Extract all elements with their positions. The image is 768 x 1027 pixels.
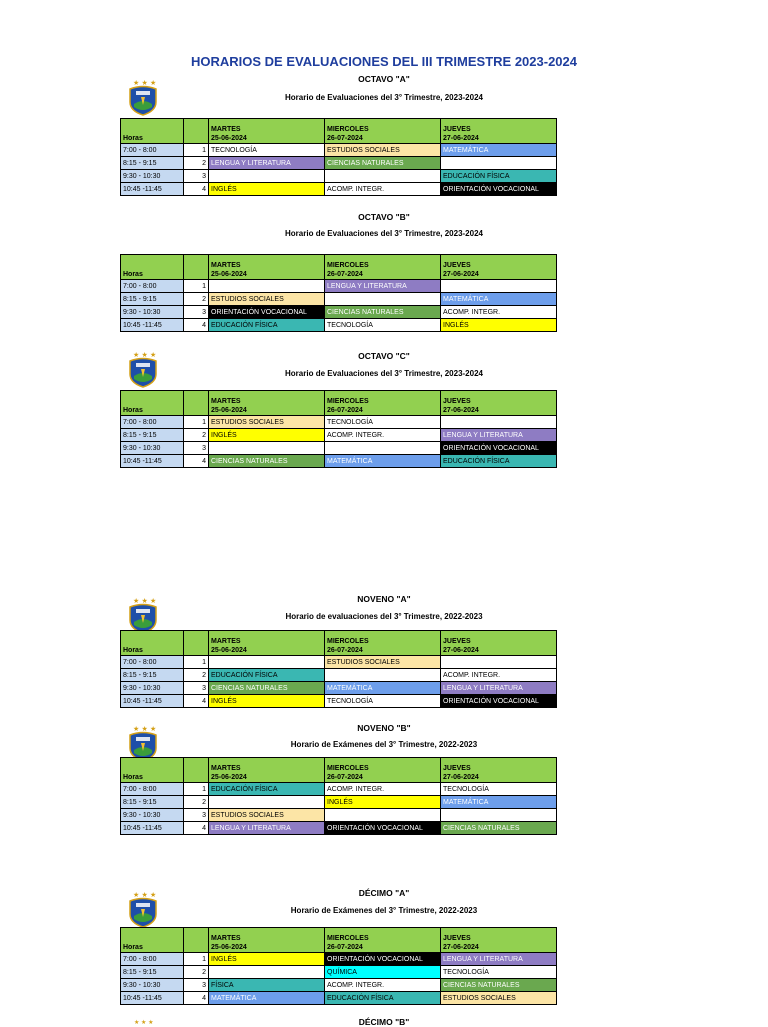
time-cell: 10:45 -11:45 bbox=[121, 822, 184, 835]
subject-cell: EDUCACIÓN FÍSICA bbox=[441, 455, 557, 468]
time-cell: 8:15 - 9:15 bbox=[121, 796, 184, 809]
subject-cell: ESTUDIOS SOCIALES bbox=[209, 809, 325, 822]
subject-cell: CIENCIAS NATURALES bbox=[441, 822, 557, 835]
period-number: 2 bbox=[184, 157, 209, 170]
svg-text:★ ★ ★: ★ ★ ★ bbox=[133, 891, 157, 899]
period-number: 3 bbox=[184, 442, 209, 455]
schedule-table bbox=[120, 927, 557, 1005]
day-name: MARTES bbox=[211, 638, 241, 645]
subject-cell: LENGUA Y LITERATURA bbox=[325, 280, 441, 293]
time-cell: 8:15 - 9:15 bbox=[121, 293, 184, 306]
header-day bbox=[209, 631, 325, 656]
table-row bbox=[121, 809, 557, 822]
header-horas: Horas bbox=[121, 255, 184, 280]
time-cell: 7:00 - 8:00 bbox=[121, 953, 184, 966]
course-title: OCTAVO "C" bbox=[358, 351, 410, 361]
table-header-row bbox=[121, 119, 557, 144]
day-date: 26-07-2024 bbox=[327, 646, 363, 654]
course-title: OCTAVO "B" bbox=[358, 212, 410, 222]
table-row bbox=[121, 319, 557, 332]
subject-cell bbox=[441, 280, 557, 293]
subject-cell: LENGUA Y LITERATURA bbox=[209, 822, 325, 835]
time-cell: 9:30 - 10:30 bbox=[121, 170, 184, 183]
course-title: NOVENO "B" bbox=[357, 723, 411, 733]
header-day bbox=[441, 255, 557, 280]
subject-cell: ACOMP. INTEGR. bbox=[325, 429, 441, 442]
subject-cell: MATEMÁTICA bbox=[325, 682, 441, 695]
header-blank bbox=[184, 391, 209, 416]
period-number: 4 bbox=[184, 319, 209, 332]
day-name: MIERCOLES bbox=[327, 126, 369, 133]
subject-cell: ACOMP. INTEGR. bbox=[325, 783, 441, 796]
time-cell: 7:00 - 8:00 bbox=[121, 144, 184, 157]
school-crest-icon bbox=[126, 1018, 160, 1026]
day-date: 27-06-2024 bbox=[443, 270, 479, 278]
subject-cell: CIENCIAS NATURALES bbox=[209, 682, 325, 695]
day-date: 26-07-2024 bbox=[327, 943, 363, 951]
table-row bbox=[121, 442, 557, 455]
period-number: 3 bbox=[184, 979, 209, 992]
header-day bbox=[325, 255, 441, 280]
subject-cell: LENGUA Y LITERATURA bbox=[441, 682, 557, 695]
period-number: 3 bbox=[184, 809, 209, 822]
table-row bbox=[121, 669, 557, 682]
subject-cell bbox=[209, 656, 325, 669]
school-crest-icon bbox=[126, 890, 160, 928]
subject-cell bbox=[325, 669, 441, 682]
period-number: 2 bbox=[184, 429, 209, 442]
table-row bbox=[121, 306, 557, 319]
schedule-subtitle: Horario de Evaluaciones del 3° Trimestre, 2023-2024 bbox=[285, 229, 483, 238]
day-date: 25-06-2024 bbox=[211, 406, 247, 414]
day-name: JUEVES bbox=[443, 398, 471, 405]
period-number: 4 bbox=[184, 455, 209, 468]
time-cell: 8:15 - 9:15 bbox=[121, 669, 184, 682]
header-day bbox=[441, 758, 557, 783]
subject-cell: INGLÉS bbox=[209, 183, 325, 196]
svg-text:★ ★ ★: ★ ★ ★ bbox=[134, 1020, 154, 1026]
time-cell: 8:15 - 9:15 bbox=[121, 966, 184, 979]
time-cell: 10:45 -11:45 bbox=[121, 992, 184, 1005]
header-horas: Horas bbox=[121, 391, 184, 416]
school-crest-icon bbox=[126, 78, 160, 116]
day-name: JUEVES bbox=[443, 935, 471, 942]
header-horas: Horas bbox=[121, 928, 184, 953]
subject-cell: QUÍMICA bbox=[325, 966, 441, 979]
subject-cell: ESTUDIOS SOCIALES bbox=[325, 144, 441, 157]
subject-cell: TECNOLOGÍA bbox=[441, 783, 557, 796]
day-name: MARTES bbox=[211, 765, 241, 772]
period-number: 1 bbox=[184, 656, 209, 669]
table-row bbox=[121, 656, 557, 669]
time-cell: 8:15 - 9:15 bbox=[121, 429, 184, 442]
day-name: JUEVES bbox=[443, 262, 471, 269]
time-cell: 10:45 -11:45 bbox=[121, 319, 184, 332]
period-number: 4 bbox=[184, 183, 209, 196]
subject-cell: ACOMP. INTEGR. bbox=[325, 979, 441, 992]
subject-cell: TECNOLOGÍA bbox=[325, 319, 441, 332]
subject-cell: INGLÉS bbox=[209, 953, 325, 966]
day-name: MIERCOLES bbox=[327, 262, 369, 269]
period-number: 1 bbox=[184, 783, 209, 796]
time-cell: 8:15 - 9:15 bbox=[121, 157, 184, 170]
table-header-row bbox=[121, 255, 557, 280]
header-day bbox=[325, 119, 441, 144]
day-date: 26-07-2024 bbox=[327, 270, 363, 278]
table-row bbox=[121, 992, 557, 1005]
subject-cell bbox=[209, 966, 325, 979]
time-cell: 7:00 - 8:00 bbox=[121, 280, 184, 293]
table-row bbox=[121, 966, 557, 979]
header-horas: Horas bbox=[121, 119, 184, 144]
day-name: JUEVES bbox=[443, 765, 471, 772]
period-number: 3 bbox=[184, 170, 209, 183]
schedule-subtitle: Horario de Exámenes del 3° Trimestre, 2022-2023 bbox=[290, 740, 478, 749]
subject-cell: ORIENTACIÓN VOCACIONAL bbox=[441, 442, 557, 455]
subject-cell: INGLÉS bbox=[209, 695, 325, 708]
course-title: DÉCIMO "A" bbox=[358, 888, 410, 898]
header-day bbox=[209, 255, 325, 280]
subject-cell: ORIENTACIÓN VOCACIONAL bbox=[209, 306, 325, 319]
period-number: 3 bbox=[184, 682, 209, 695]
table-row bbox=[121, 416, 557, 429]
schedule-table bbox=[120, 630, 557, 708]
subject-cell: EDUCACIÓN FÍSICA bbox=[209, 669, 325, 682]
subject-cell: ESTUDIOS SOCIALES bbox=[209, 293, 325, 306]
header-day bbox=[441, 928, 557, 953]
day-name: MIERCOLES bbox=[327, 935, 369, 942]
subject-cell: MATEMÁTICA bbox=[441, 293, 557, 306]
school-crest-icon bbox=[126, 350, 160, 388]
time-cell: 9:30 - 10:30 bbox=[121, 809, 184, 822]
day-date: 25-06-2024 bbox=[211, 773, 247, 781]
subject-cell: INGLÉS bbox=[441, 319, 557, 332]
table-header-row bbox=[121, 391, 557, 416]
subject-cell: MATEMÁTICA bbox=[441, 796, 557, 809]
header-blank bbox=[184, 758, 209, 783]
subject-cell bbox=[441, 809, 557, 822]
svg-text:★ ★ ★: ★ ★ ★ bbox=[133, 597, 157, 605]
header-day bbox=[325, 391, 441, 416]
subject-cell: TECNOLOGÍA bbox=[325, 416, 441, 429]
svg-text:★ ★ ★: ★ ★ ★ bbox=[133, 725, 157, 733]
time-cell: 10:45 -11:45 bbox=[121, 183, 184, 196]
time-cell: 7:00 - 8:00 bbox=[121, 416, 184, 429]
subject-cell: INGLÉS bbox=[325, 796, 441, 809]
course-title: OCTAVO "A" bbox=[358, 74, 410, 84]
subject-cell: CIENCIAS NATURALES bbox=[209, 455, 325, 468]
subject-cell: ACOMP. INTEGR. bbox=[441, 669, 557, 682]
time-cell: 10:45 -11:45 bbox=[121, 455, 184, 468]
subject-cell: EDUCACIÓN FÍSICA bbox=[325, 992, 441, 1005]
subject-cell: ORIENTACIÓN VOCACIONAL bbox=[325, 953, 441, 966]
day-date: 27-06-2024 bbox=[443, 646, 479, 654]
subject-cell bbox=[441, 656, 557, 669]
day-name: MARTES bbox=[211, 126, 241, 133]
table-row bbox=[121, 170, 557, 183]
subject-cell bbox=[441, 416, 557, 429]
table-row bbox=[121, 822, 557, 835]
period-number: 4 bbox=[184, 695, 209, 708]
header-blank bbox=[184, 119, 209, 144]
course-title: NOVENO "A" bbox=[357, 594, 411, 604]
header-day bbox=[209, 119, 325, 144]
subject-cell: MATEMÁTICA bbox=[441, 144, 557, 157]
day-date: 25-06-2024 bbox=[211, 943, 247, 951]
header-day bbox=[441, 391, 557, 416]
subject-cell: LENGUA Y LITERATURA bbox=[441, 429, 557, 442]
header-day bbox=[209, 758, 325, 783]
day-date: 26-07-2024 bbox=[327, 406, 363, 414]
time-cell: 7:00 - 8:00 bbox=[121, 783, 184, 796]
table-row bbox=[121, 429, 557, 442]
subject-cell: MATEMÁTICA bbox=[209, 992, 325, 1005]
day-name: MARTES bbox=[211, 262, 241, 269]
header-day bbox=[209, 928, 325, 953]
subject-cell bbox=[209, 170, 325, 183]
subject-cell: ORIENTACIÓN VOCACIONAL bbox=[325, 822, 441, 835]
table-row bbox=[121, 796, 557, 809]
header-day bbox=[441, 119, 557, 144]
table-row bbox=[121, 293, 557, 306]
table-row bbox=[121, 682, 557, 695]
period-number: 3 bbox=[184, 306, 209, 319]
table-header-row bbox=[121, 928, 557, 953]
subject-cell bbox=[209, 280, 325, 293]
day-name: MARTES bbox=[211, 935, 241, 942]
day-date: 25-06-2024 bbox=[211, 270, 247, 278]
day-date: 25-06-2024 bbox=[211, 134, 247, 142]
schedule-table bbox=[120, 118, 557, 196]
subject-cell: ORIENTACIÓN VOCACIONAL bbox=[441, 183, 557, 196]
day-name: MIERCOLES bbox=[327, 638, 369, 645]
day-name: MIERCOLES bbox=[327, 398, 369, 405]
period-number: 1 bbox=[184, 416, 209, 429]
day-name: JUEVES bbox=[443, 638, 471, 645]
day-date: 27-06-2024 bbox=[443, 134, 479, 142]
period-number: 2 bbox=[184, 796, 209, 809]
day-date: 27-06-2024 bbox=[443, 406, 479, 414]
svg-text:★ ★ ★: ★ ★ ★ bbox=[133, 351, 157, 359]
table-row bbox=[121, 157, 557, 170]
table-row bbox=[121, 280, 557, 293]
subject-cell: FÍSICA bbox=[209, 979, 325, 992]
svg-text:★ ★ ★: ★ ★ ★ bbox=[133, 79, 157, 87]
time-cell: 9:30 - 10:30 bbox=[121, 979, 184, 992]
day-date: 27-06-2024 bbox=[443, 773, 479, 781]
subject-cell: TECNOLOGÍA bbox=[325, 695, 441, 708]
subject-cell: ESTUDIOS SOCIALES bbox=[325, 656, 441, 669]
subject-cell: MATEMÁTICA bbox=[325, 455, 441, 468]
subject-cell bbox=[325, 442, 441, 455]
header-horas: Horas bbox=[121, 631, 184, 656]
school-crest-icon bbox=[126, 596, 160, 634]
subject-cell: TECNOLOGÍA bbox=[209, 144, 325, 157]
day-date: 26-07-2024 bbox=[327, 134, 363, 142]
header-horas: Horas bbox=[121, 758, 184, 783]
header-day bbox=[325, 631, 441, 656]
page-title: HORARIOS DE EVALUACIONES DEL III TRIMESTRE 2023-2024 bbox=[191, 54, 577, 69]
day-date: 25-06-2024 bbox=[211, 646, 247, 654]
subject-cell: INGLÉS bbox=[209, 429, 325, 442]
header-day bbox=[209, 391, 325, 416]
subject-cell bbox=[325, 809, 441, 822]
schedule-subtitle: Horario de Exámenes del 3° Trimestre, 2022-2023 bbox=[290, 906, 478, 915]
table-row bbox=[121, 979, 557, 992]
subject-cell bbox=[325, 293, 441, 306]
table-header-row bbox=[121, 631, 557, 656]
subject-cell: LENGUA Y LITERATURA bbox=[441, 953, 557, 966]
table-row bbox=[121, 455, 557, 468]
table-row bbox=[121, 783, 557, 796]
period-number: 4 bbox=[184, 822, 209, 835]
table-row bbox=[121, 695, 557, 708]
schedule-subtitle: Horario de Evaluaciones del 3° Trimestre, 2023-2024 bbox=[285, 93, 483, 102]
subject-cell: EDUCACIÓN FÍSICA bbox=[209, 783, 325, 796]
day-name: JUEVES bbox=[443, 126, 471, 133]
course-title: DÉCIMO "B" bbox=[358, 1017, 410, 1027]
time-cell: 9:30 - 10:30 bbox=[121, 682, 184, 695]
day-name: MIERCOLES bbox=[327, 765, 369, 772]
subject-cell: ESTUDIOS SOCIALES bbox=[209, 416, 325, 429]
subject-cell: TECNOLOGÍA bbox=[441, 966, 557, 979]
subject-cell: CIENCIAS NATURALES bbox=[325, 157, 441, 170]
subject-cell: EDUCACIÓN FÍSICA bbox=[209, 319, 325, 332]
schedule-table bbox=[120, 757, 557, 835]
period-number: 2 bbox=[184, 966, 209, 979]
subject-cell bbox=[209, 442, 325, 455]
subject-cell: ORIENTACIÓN VOCACIONAL bbox=[441, 695, 557, 708]
schedule-subtitle: Horario de evaluaciones del 3° Trimestre, 2022-2023 bbox=[285, 612, 483, 621]
subject-cell bbox=[325, 170, 441, 183]
time-cell: 9:30 - 10:30 bbox=[121, 306, 184, 319]
schedule-subtitle: Horario de Evaluaciones del 3° Trimestre, 2023-2024 bbox=[285, 369, 483, 378]
time-cell: 9:30 - 10:30 bbox=[121, 442, 184, 455]
subject-cell bbox=[441, 157, 557, 170]
day-name: MARTES bbox=[211, 398, 241, 405]
day-date: 26-07-2024 bbox=[327, 773, 363, 781]
header-blank bbox=[184, 255, 209, 280]
subject-cell: ESTUDIOS SOCIALES bbox=[441, 992, 557, 1005]
subject-cell: CIENCIAS NATURALES bbox=[441, 979, 557, 992]
header-day bbox=[441, 631, 557, 656]
schedule-table bbox=[120, 254, 557, 332]
header-blank bbox=[184, 631, 209, 656]
header-day bbox=[325, 758, 441, 783]
time-cell: 10:45 -11:45 bbox=[121, 695, 184, 708]
period-number: 1 bbox=[184, 953, 209, 966]
subject-cell: EDUCACIÓN FÍSICA bbox=[441, 170, 557, 183]
time-cell: 7:00 - 8:00 bbox=[121, 656, 184, 669]
subject-cell: ACOMP. INTEGR. bbox=[325, 183, 441, 196]
table-header-row bbox=[121, 758, 557, 783]
header-blank bbox=[184, 928, 209, 953]
day-date: 27-06-2024 bbox=[443, 943, 479, 951]
period-number: 4 bbox=[184, 992, 209, 1005]
subject-cell: LENGUA Y LITERATURA bbox=[209, 157, 325, 170]
subject-cell: ACOMP. INTEGR. bbox=[441, 306, 557, 319]
table-row bbox=[121, 144, 557, 157]
table-row bbox=[121, 953, 557, 966]
schedule-table bbox=[120, 390, 557, 468]
subject-cell: CIENCIAS NATURALES bbox=[325, 306, 441, 319]
period-number: 2 bbox=[184, 293, 209, 306]
period-number: 1 bbox=[184, 144, 209, 157]
subject-cell bbox=[209, 796, 325, 809]
period-number: 1 bbox=[184, 280, 209, 293]
table-row bbox=[121, 183, 557, 196]
period-number: 2 bbox=[184, 669, 209, 682]
header-day bbox=[325, 928, 441, 953]
